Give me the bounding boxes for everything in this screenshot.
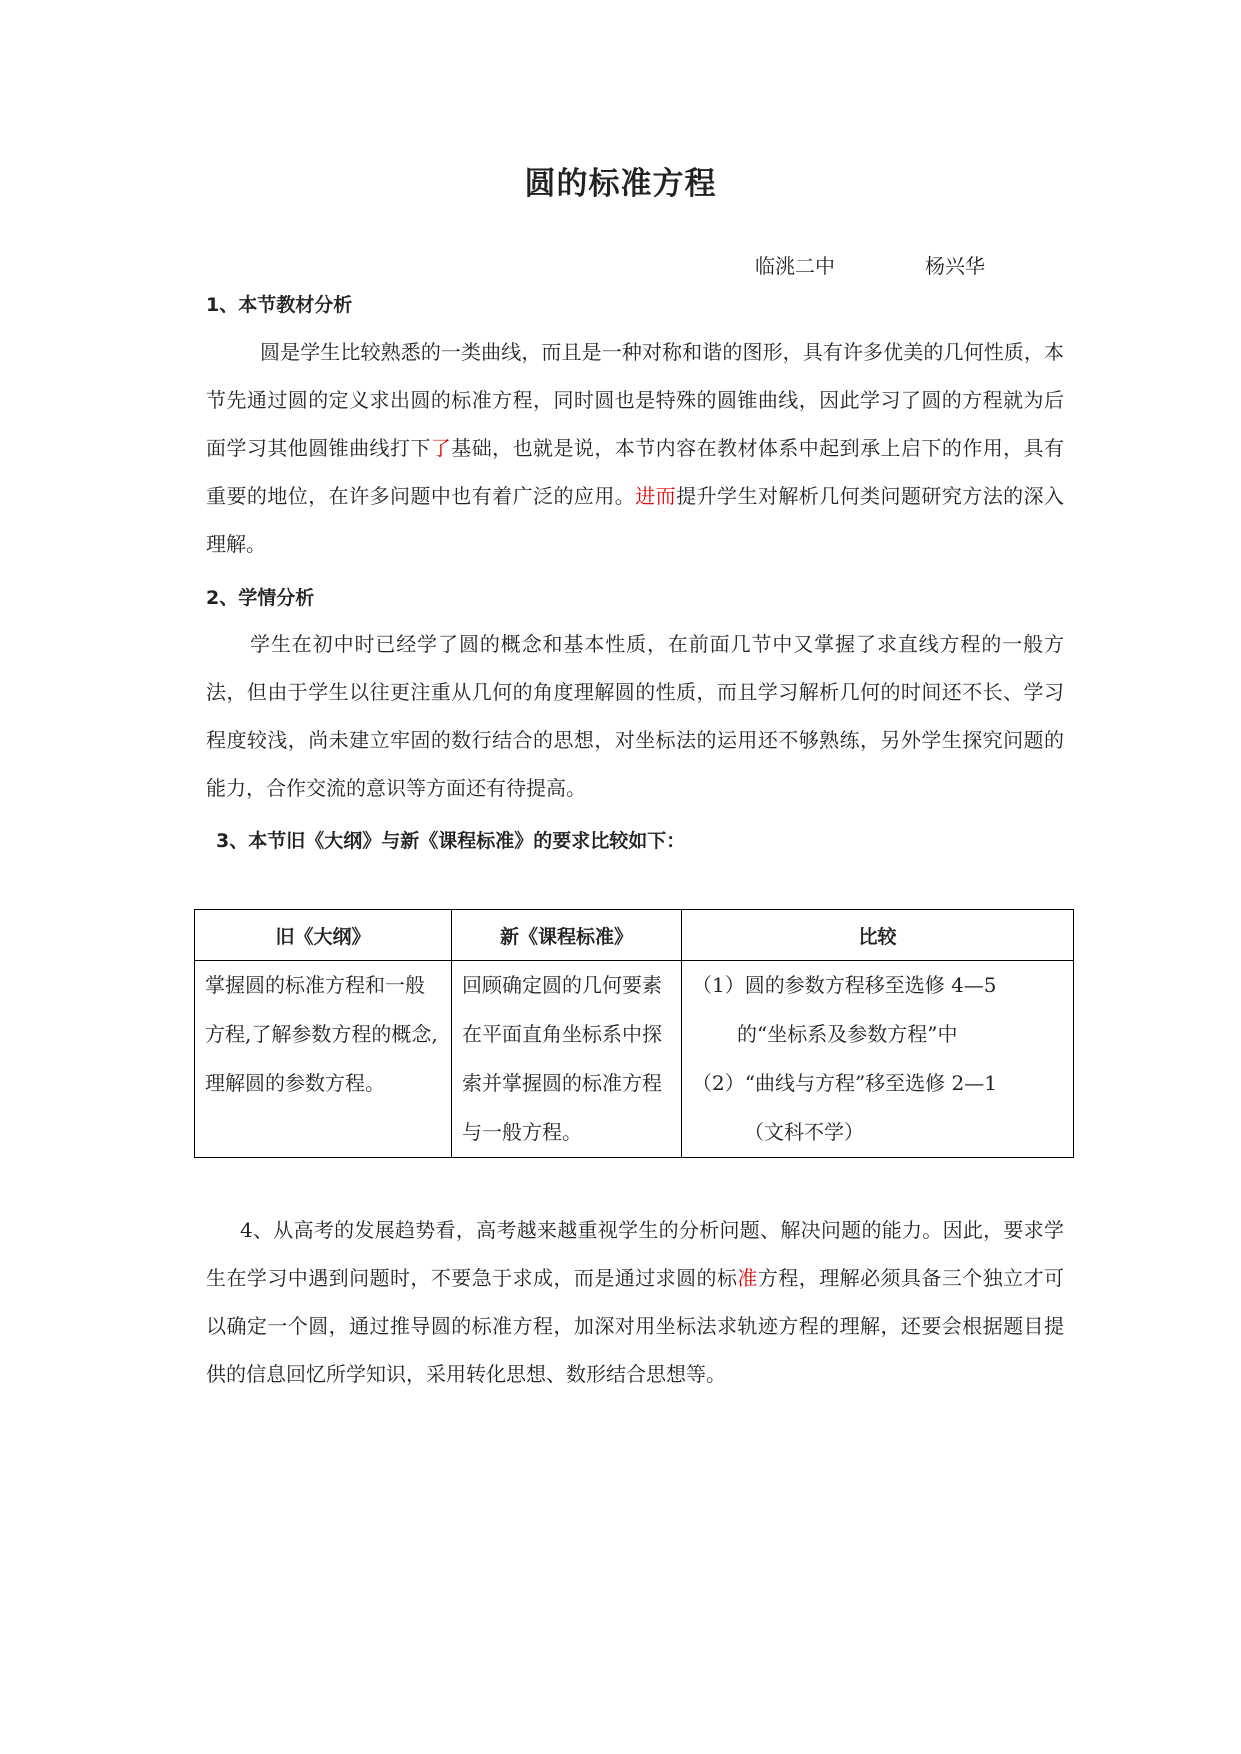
paragraph-text: 提升学生对解析几何类问题研究方法的深入理解。 bbox=[206, 484, 1065, 556]
section-heading-comparison: 3、本节旧《大纲》与新《课程标准》的要求比较如下： bbox=[216, 830, 686, 852]
table-header-old-syllabus: 旧《大纲》 bbox=[195, 910, 452, 961]
highlighted-text: 了 bbox=[430, 436, 452, 460]
comparison-line: （1）圆的参数方程移至选修 4—5 bbox=[692, 973, 997, 997]
paragraph-text: 4、从高考的发展趋势看，高考越来越重视学生的分析问题、解决问题的能力。因此，要求学生在学习中遇到问题时，不要急于求成，而是通过求圆的标 bbox=[206, 1218, 1064, 1290]
table-cell-comparison bbox=[682, 961, 1074, 1158]
comparison-line: （2）“曲线与方程”移至选修 2—1 bbox=[692, 1071, 997, 1095]
paragraph-exam-trend bbox=[206, 1206, 1064, 1398]
highlighted-text: 准 bbox=[737, 1266, 758, 1290]
paragraph-text: 基础，也就是说，本节内容在教材体系中起到承上启下的作用，具有重要的地位，在许多问题中也有着广泛的应用。 bbox=[206, 436, 1065, 508]
section-heading-textbook-analysis: 1、本节教材分析 bbox=[206, 294, 353, 316]
paragraph-student-analysis: 学生在初中时已经学了圆的概念和基本性质，在前面几节中又掌握了求直线方程的一般方法，但由于学生以往更注重从几何的角度理解圆的性质，而且学习解析几何的时间还不长、学习程度较浅，尚未建立牢固的数行结合的思想，对坐标法的运用还不够熟练，另外学生探究问题的能力，合作交流的意识等方面还有待提高。 bbox=[206, 632, 1064, 800]
document-title: 圆的标准方程 bbox=[524, 166, 717, 202]
author-name: 杨兴华 bbox=[925, 254, 985, 278]
table-header-new-standard: 新《课程标准》 bbox=[452, 910, 682, 961]
table-cell-old-syllabus: 掌握圆的标准方程和一般方程,了解参数方程的概念,理解圆的参数方程。 bbox=[195, 961, 452, 1158]
comparison-line: 的“坐标系及参数方程”中 bbox=[737, 1022, 958, 1046]
highlighted-text: 进而 bbox=[635, 484, 677, 508]
section-heading-student-analysis: 2、学情分析 bbox=[206, 587, 315, 609]
table-cell-new-standard: 回顾确定圆的几何要素在平面直角坐标系中探索并掌握圆的标准方程与一般方程。 bbox=[452, 961, 682, 1158]
comparison-line: （文科不学） bbox=[744, 1120, 864, 1144]
table-header-comparison: 比较 bbox=[682, 910, 1074, 961]
comparison-table bbox=[194, 909, 1074, 1158]
author-school: 临洮二中 bbox=[755, 254, 835, 278]
paragraph-textbook-analysis bbox=[206, 328, 1064, 568]
paragraph-text: 圆是学生比较熟悉的一类曲线，而且是一种对称和谐的图形，具有许多优美的几何性质，本节先通过圆的定义求出圆的标准方程，同时圆也是特殊的圆锥曲线，因此学习了圆的方程就为后面学习其他圆锥曲线打下 bbox=[206, 340, 1064, 460]
table-row bbox=[195, 961, 1074, 1158]
paragraph-text: 方程，理解必须具备三个独立才可以确定一个圆，通过推导圆的标准方程，加深对用坐标法求轨迹方程的理解，还要会根据题目提供的信息回忆所学知识，采用转化思想、数形结合思想等。 bbox=[206, 1266, 1065, 1386]
table-header-row bbox=[195, 910, 1074, 961]
